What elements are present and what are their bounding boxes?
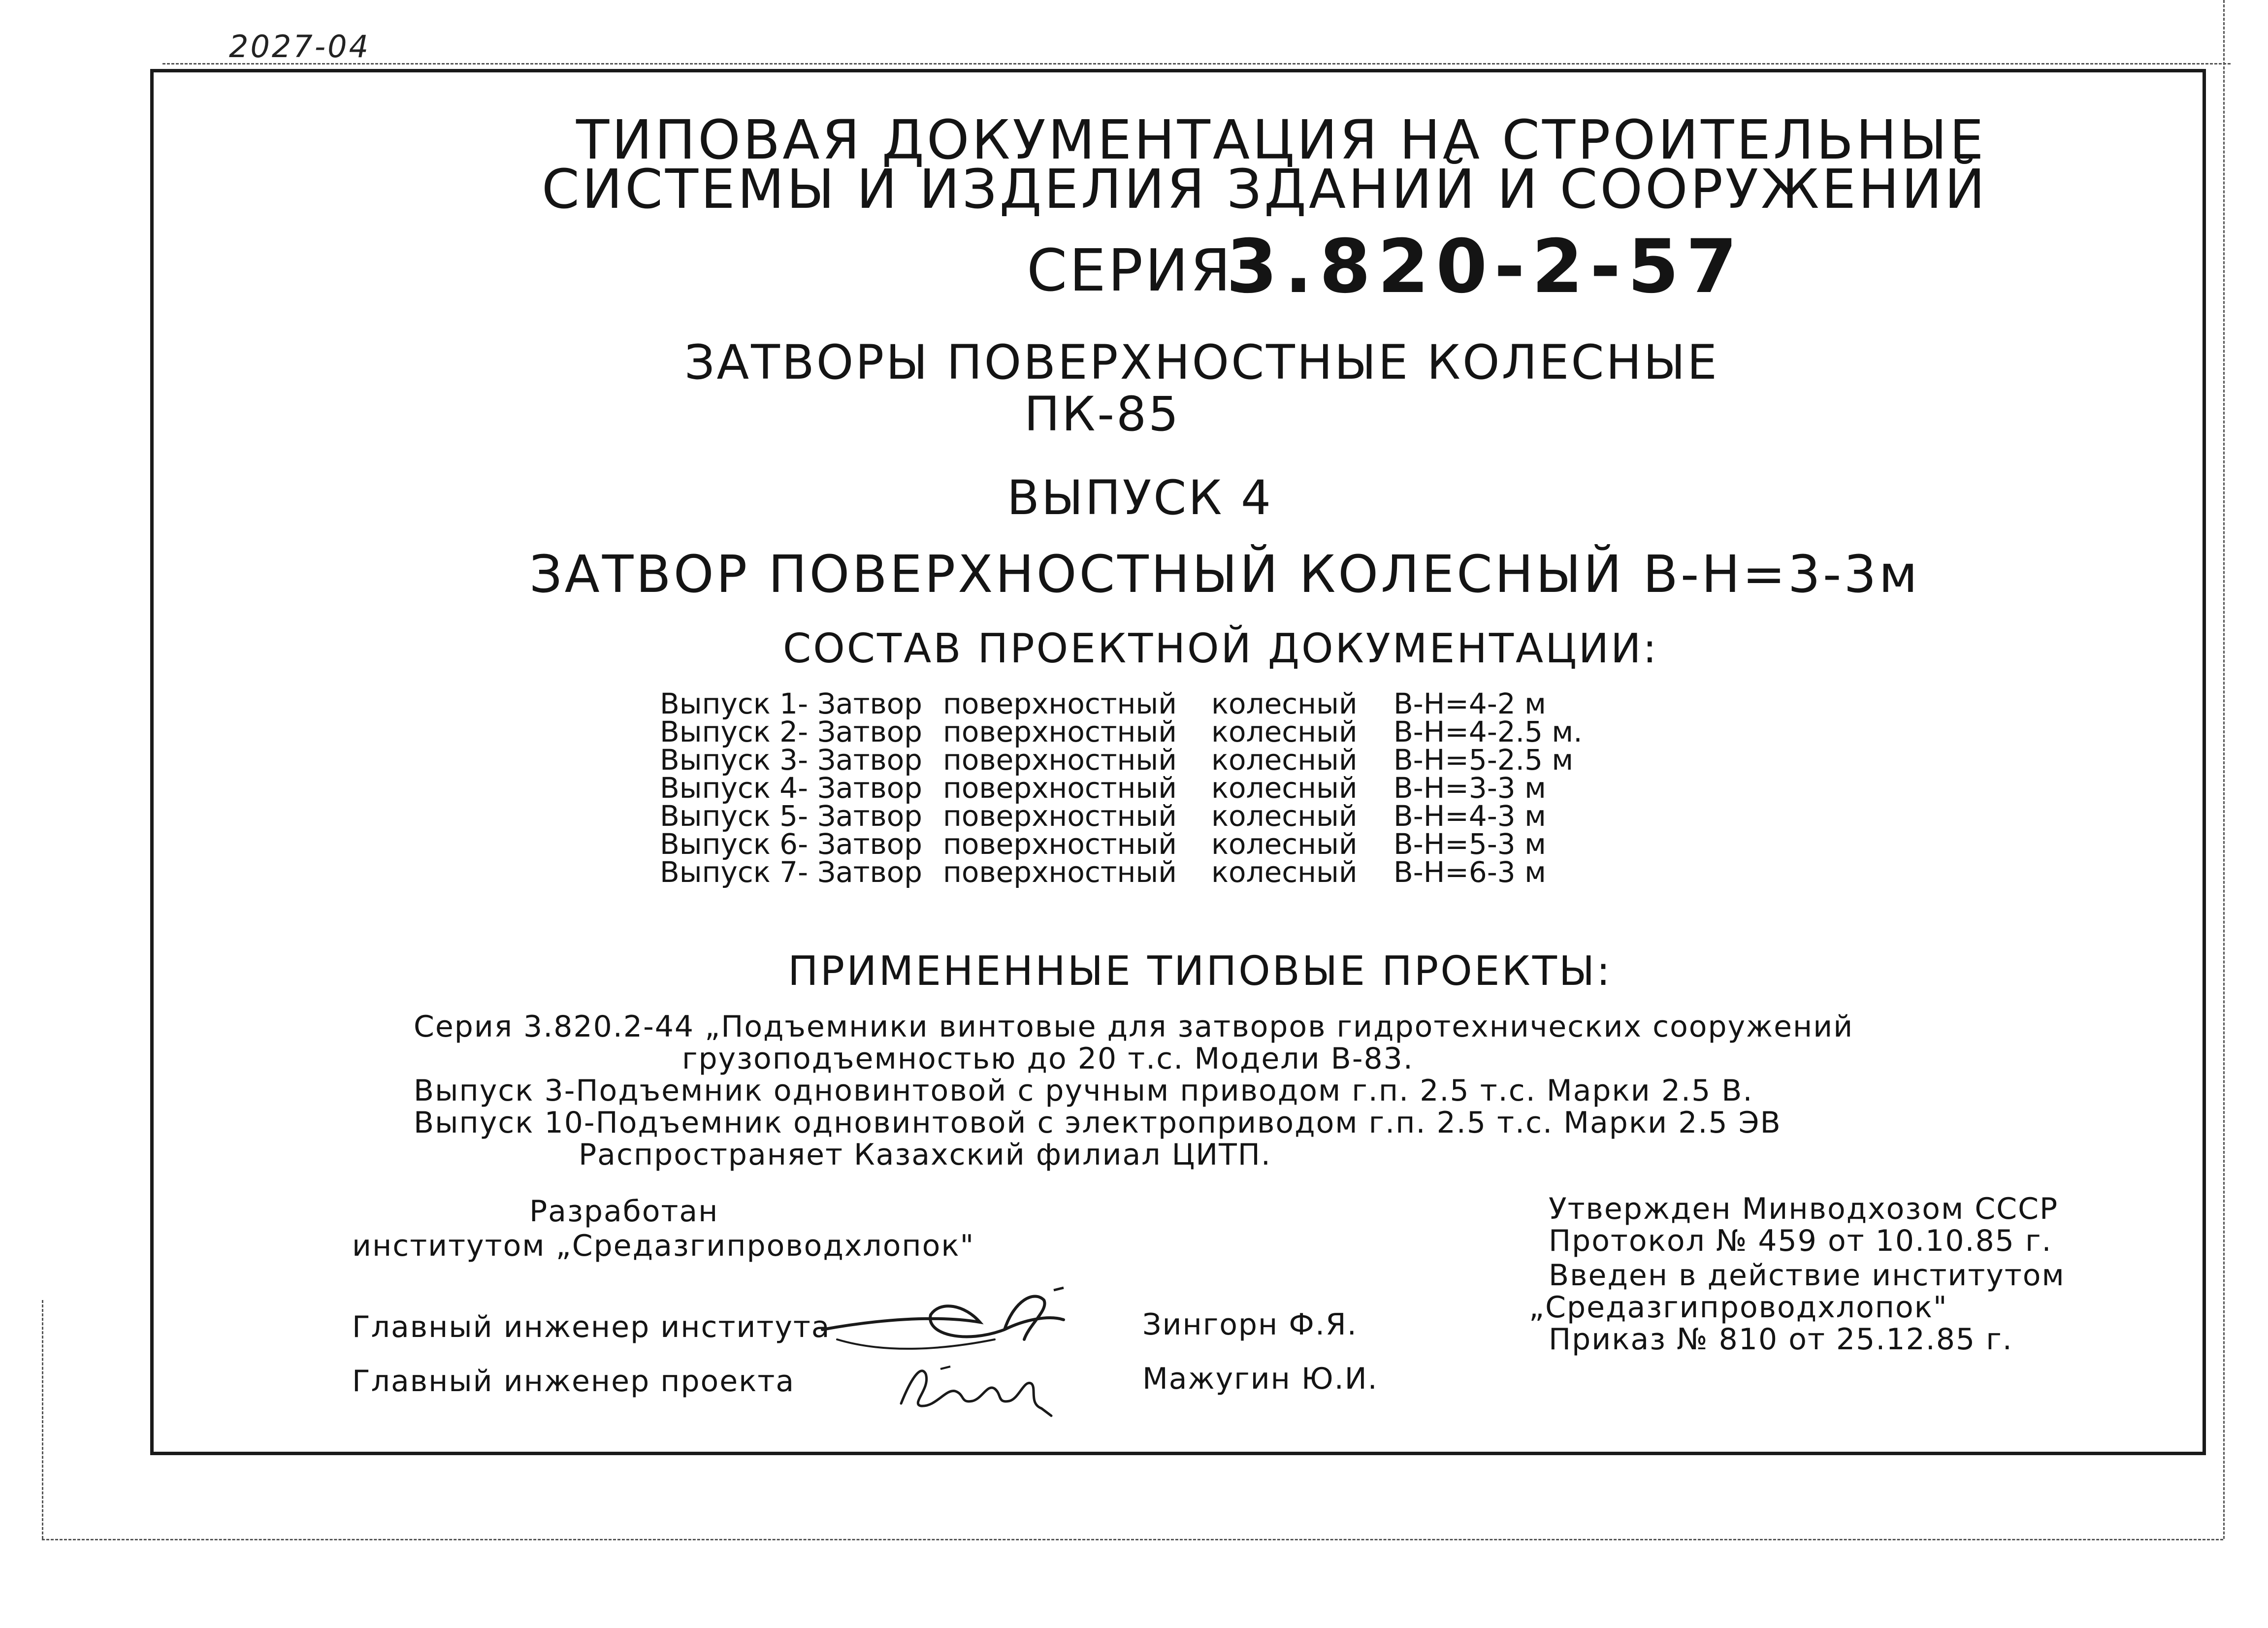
developer-line-1: Разработан [529,1194,719,1229]
contents-row-7-item: Затвор [817,855,922,889]
contents-heading: СОСТАВ ПРОЕКТНОЙ ДОКУМЕНТАЦИИ: [783,625,1659,672]
contents-row-4-item: Затвор [817,771,922,805]
approval-line-5: Приказ № 810 от 25.12.85 г. [1549,1322,2013,1357]
contents-row-5-size: В-Н=4-3 м [1393,799,1546,833]
contents-row-7-kind: колесный [1211,855,1358,889]
contents-row-7-type: поверхностный [943,855,1177,889]
contents-row-6-size: В-Н=5-3 м [1393,827,1546,861]
contents-row-1-type: поверхностный [943,687,1177,720]
chief-engineer-institute-name: Зингорн Ф.Я. [1142,1307,1358,1342]
series-number: 3.820-2-57 [1226,224,1745,310]
contents-row-1-item: Затвор [817,687,922,720]
trim-line-top [162,63,2231,65]
contents-row-1-size: В-Н=4-2 м [1393,687,1546,720]
contents-row-2-issue: Выпуск 2- [660,715,809,749]
chief-engineer-project-role: Главный инженер проекта [352,1364,795,1399]
contents-row-2-item: Затвор [817,715,922,749]
contents-row-3-item: Затвор [817,743,922,777]
contents-row-6-type: поверхностный [943,827,1177,861]
handwritten-code: 2027-04 [229,29,371,65]
issue-number: ВЫПУСК 4 [1007,470,1273,525]
contents-row-2-kind: колесный [1211,715,1358,749]
title-line-2: СИСТЕМЫ И ИЗДЕЛИЯ ЗДАНИЙ И СООРУЖЕНИЙ [542,158,1988,221]
applied-line-4: Выпуск 10-Подъемник одновинтовой с электроприводом г.п. 2.5 т.с. Марки 2.5 ЭВ [414,1106,1782,1140]
subject-line-2: ПК-85 [1024,387,1181,442]
trim-line-bottom [42,1539,2223,1540]
contents-row-7-size: В-Н=6-3 м [1393,855,1546,889]
contents-row-3-size: В-Н=5-2.5 м [1393,743,1574,777]
approval-line-2: Протокол № 459 от 10.10.85 г. [1549,1224,2052,1258]
contents-row-4-size: В-Н=3-3 м [1393,771,1546,805]
contents-row-5-kind: колесный [1211,799,1358,833]
contents-row-2-size: В-Н=4-2.5 м. [1393,715,1583,749]
series-label: СЕРИЯ [1027,236,1233,304]
title-line-1: ТИПОВАЯ ДОКУМЕНТАЦИЯ НА СТРОИТЕЛЬНЫЕ [576,108,1986,171]
contents-row-3-issue: Выпуск 3- [660,743,809,777]
contents-row-3-kind: колесный [1211,743,1358,777]
trim-line-left [42,1300,43,1539]
contents-row-5-item: Затвор [817,799,922,833]
contents-row-5-issue: Выпуск 5- [660,799,809,833]
approval-line-3: Введен в действие институтом [1549,1258,2065,1293]
issue-title: ЗАТВОР ПОВЕРХНОСТНЫЙ КОЛЕСНЫЙ В-Н=3-3м [529,544,1920,604]
contents-row-6-kind: колесный [1211,827,1358,861]
applied-heading: ПРИМЕНЕННЫЕ ТИПОВЫЕ ПРОЕКТЫ: [788,948,1612,995]
contents-row-7-issue: Выпуск 7- [660,855,809,889]
contents-row-1-issue: Выпуск 1- [660,687,809,720]
approval-line-4: „Средазгипроводхлопок" [1529,1290,1948,1325]
developer-line-2: институтом „Средазгипроводхлопок" [352,1229,975,1263]
chief-engineer-project-name: Мажугин Ю.И. [1142,1362,1378,1396]
contents-row-4-issue: Выпуск 4- [660,771,809,805]
subject-line-1: ЗАТВОРЫ ПОВЕРХНОСТНЫЕ КОЛЕСНЫЕ [684,335,1719,390]
applied-line-3: Выпуск 3-Подъемник одновинтовой с ручным приводом г.п. 2.5 т.с. Марки 2.5 В. [414,1074,1753,1108]
approval-line-1: Утвержден Минводхозом СССР [1549,1192,2059,1226]
contents-row-4-kind: колесный [1211,771,1358,805]
applied-line-1: Серия 3.820.2-44 „Подъемники винтовые для затворов гидротехнических сооружений [414,1009,1854,1044]
chief-engineer-institute-role: Главный инженер института [352,1310,831,1344]
applied-line-5: Распространяет Казахский филиал ЦИТП. [579,1138,1271,1172]
contents-row-2-type: поверхностный [943,715,1177,749]
contents-row-3-type: поверхностный [943,743,1177,777]
contents-row-6-item: Затвор [817,827,922,861]
contents-row-1-kind: колесный [1211,687,1358,720]
signature-chief-engineer-project [891,1349,1059,1418]
contents-row-6-issue: Выпуск 6- [660,827,809,861]
applied-line-2: грузоподъемностью до 20 т.с. Модели В-83. [682,1042,1414,1076]
contents-row-5-type: поверхностный [943,799,1177,833]
contents-row-4-type: поверхностный [943,771,1177,805]
trim-line-right [2223,0,2225,1539]
